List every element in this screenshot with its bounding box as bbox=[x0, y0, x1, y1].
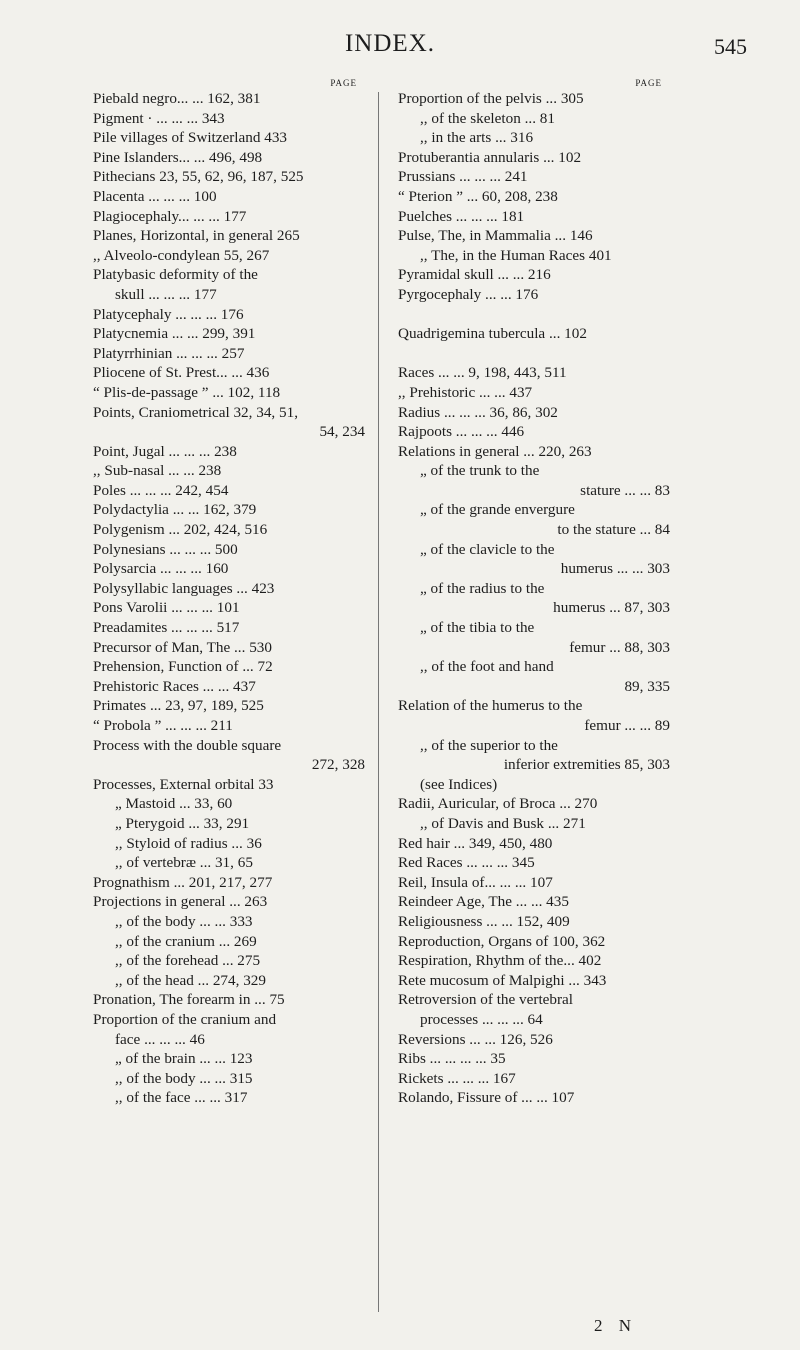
index-entry: Primates ... 23, 97, 189, 525 bbox=[93, 697, 264, 715]
index-entry: inferior extremities 85, 303 bbox=[503, 756, 670, 774]
index-entry: Religiousness ... ... 152, 409 bbox=[398, 912, 570, 930]
index-entry: ,, Styloid of radius ... 36 bbox=[115, 834, 262, 852]
index-entry: Radii, Auricular, of Broca ... 270 bbox=[398, 795, 598, 813]
index-entry: Pyramidal skull ... ... 216 bbox=[398, 266, 551, 284]
page-title: INDEX. bbox=[344, 30, 435, 57]
index-entry: ,, of the body ... ... 315 bbox=[115, 1069, 253, 1087]
index-entry: Plagiocephaly... ... ... 177 bbox=[93, 207, 247, 225]
index-entry: ,, of the superior to the bbox=[420, 736, 558, 754]
index-entry: Rete mucosum of Malpighi ... 343 bbox=[398, 971, 607, 989]
index-entry: Projections in general ... 263 bbox=[93, 893, 268, 911]
index-entry: Pile villages of Switzerland 433 bbox=[93, 129, 288, 147]
index-entry: Points, Craniometrical 32, 34, 51, bbox=[93, 403, 299, 421]
index-entry: Pliocene of St. Prest... ... 436 bbox=[93, 364, 270, 382]
index-entry: “ Pterion ” ... 60, 208, 238 bbox=[398, 187, 558, 205]
index-entry: Platycephaly ... ... ... 176 bbox=[93, 305, 244, 323]
index-entry: Platyrrhinian ... ... ... 257 bbox=[93, 344, 245, 362]
index-entry: Piebald negro... ... 162, 381 bbox=[93, 90, 261, 107]
index-entry: Processes, External orbital 33 bbox=[93, 775, 274, 793]
column-page-label: PAGE bbox=[635, 78, 662, 88]
index-entry: Prehistoric Races ... ... 437 bbox=[93, 677, 256, 695]
index-entry: Prussians ... ... ... 241 bbox=[398, 168, 528, 186]
index-entry: (see Indices) bbox=[420, 775, 498, 793]
index-entry: Retroversion of the vertebral bbox=[398, 991, 574, 1009]
index-entry: „ of the tibia to the bbox=[420, 619, 535, 637]
index-entry: „ of the clavicle to the bbox=[420, 540, 555, 558]
index-entry: humerus ... 87, 303 bbox=[553, 599, 670, 617]
index-entry: Prehension, Function of ... 72 bbox=[93, 658, 273, 676]
index-entry: Respiration, Rhythm of the... 402 bbox=[398, 952, 602, 970]
index-entry: ,, Alveolo-condylean 55, 267 bbox=[93, 246, 270, 264]
index-entry: “ Plis-de-passage ” ... 102, 118 bbox=[93, 383, 281, 401]
index-entry: Pons Varolii ... ... ... 101 bbox=[93, 599, 240, 617]
index-entry: Reindeer Age, The ... ... 435 bbox=[398, 893, 569, 911]
index-entry: „ of the trunk to the bbox=[420, 462, 540, 480]
index-entry: Platycnemia ... ... 299, 391 bbox=[93, 325, 256, 343]
index-entry: femur ... ... 89 bbox=[584, 717, 670, 734]
index-entry: Platybasic deformity of the bbox=[93, 266, 258, 284]
index-entry: Pulse, The, in Mammalia ... 146 bbox=[398, 227, 593, 245]
index-entry: Process with the double square bbox=[93, 736, 282, 754]
index-entry: Placenta ... ... ... 100 bbox=[93, 187, 217, 205]
column-page-label: PAGE bbox=[330, 78, 357, 88]
index-entry: Polynesians ... ... ... 500 bbox=[93, 540, 238, 558]
index-entry: 89, 335 bbox=[624, 677, 670, 695]
index-entry: Puelches ... ... ... 181 bbox=[398, 207, 525, 225]
column-divider bbox=[378, 92, 379, 1312]
index-entry: Reversions ... ... 126, 526 bbox=[398, 1030, 553, 1048]
index-column-right bbox=[398, 78, 670, 1108]
index-entry: Pithecians 23, 55, 62, 96, 187, 525 bbox=[93, 168, 304, 186]
index-entry: ,, of the foot and hand bbox=[420, 658, 554, 676]
signature-mark: 2 N bbox=[594, 1316, 638, 1335]
index-entry: Precursor of Man, The ... 530 bbox=[93, 638, 272, 656]
index-entry: Red hair ... 349, 450, 480 bbox=[398, 834, 553, 852]
index-entry: ,, of the forehead ... 275 bbox=[115, 952, 261, 970]
index-entry: Proportion of the pelvis ... 305 bbox=[398, 90, 584, 107]
index-entry: Polysarcia ... ... ... 160 bbox=[93, 560, 229, 578]
index-entry: ,, of the head ... 274, 329 bbox=[115, 971, 266, 989]
index-entry: Point, Jugal ... ... ... 238 bbox=[93, 442, 237, 460]
index-entry: Rolando, Fissure of ... ... 107 bbox=[398, 1089, 575, 1107]
index-entry-list bbox=[398, 89, 670, 1108]
page-number: 545 bbox=[714, 34, 747, 59]
index-entry: Reil, Insula of... ... ... 107 bbox=[398, 873, 553, 891]
index-entry: Rickets ... ... ... 167 bbox=[398, 1069, 516, 1087]
index-entry: Pyrgocephaly ... ... 176 bbox=[398, 285, 539, 303]
index-entry: humerus ... ... 303 bbox=[560, 560, 670, 578]
index-entry: Reproduction, Organs of 100, 362 bbox=[398, 932, 606, 950]
index-entry: ,, The, in the Human Races 401 bbox=[420, 246, 612, 264]
index-entry: Rajpoots ... ... ... 446 bbox=[398, 423, 525, 441]
index-entry: ,, of the face ... ... 317 bbox=[115, 1089, 248, 1107]
index-entry: Races ... ... 9, 198, 443, 511 bbox=[398, 364, 567, 382]
index-entry: Relation of the humerus to the bbox=[398, 697, 583, 715]
index-entry: ,, in the arts ... 316 bbox=[420, 129, 534, 147]
index-entry: Poles ... ... ... 242, 454 bbox=[93, 481, 229, 499]
index-entry: „ Pterygoid ... 33, 291 bbox=[115, 814, 250, 832]
index-entry: to the stature ... 84 bbox=[557, 521, 670, 539]
index-entry: Quadrigemina tubercula ... 102 bbox=[398, 325, 587, 343]
index-entry: processes ... ... ... 64 bbox=[420, 1010, 543, 1028]
index-entry: Ribs ... ... ... ... 35 bbox=[398, 1050, 506, 1068]
index-entry: Pigment · ... ... ... 343 bbox=[93, 109, 225, 127]
index-entry: “ Probola ” ... ... ... 211 bbox=[93, 717, 233, 734]
index-entry: stature ... ... 83 bbox=[580, 481, 670, 499]
index-entry: Proportion of the cranium and bbox=[93, 1010, 277, 1028]
index-entry: ,, Prehistoric ... ... 437 bbox=[398, 383, 533, 401]
index-entry: Pronation, The forearm in ... 75 bbox=[93, 991, 285, 1009]
index-entry: „ Mastoid ... 33, 60 bbox=[115, 795, 233, 813]
index-entry: Radius ... ... ... 36, 86, 302 bbox=[398, 403, 558, 421]
page-header bbox=[0, 30, 800, 70]
index-entry: Planes, Horizontal, in general 265 bbox=[93, 227, 300, 245]
index-entry: Polydactylia ... ... 162, 379 bbox=[93, 501, 257, 519]
index-entry: „ of the brain ... ... 123 bbox=[115, 1050, 253, 1068]
index-entry: 272, 328 bbox=[311, 756, 365, 774]
index-entry: ,, Sub-nasal ... ... 238 bbox=[93, 462, 222, 480]
index-entry: ,, of the cranium ... 269 bbox=[115, 932, 257, 950]
index-entry: Polygenism ... 202, 424, 516 bbox=[93, 521, 268, 539]
index-entry: Prognathism ... 201, 217, 277 bbox=[93, 873, 273, 891]
index-entry: face ... ... ... 46 bbox=[115, 1030, 205, 1048]
index-entry: „ of the radius to the bbox=[420, 579, 545, 597]
index-entry: 54, 234 bbox=[319, 423, 365, 441]
index-entry: Preadamites ... ... ... 517 bbox=[93, 619, 240, 637]
index-entry: Relations in general ... 220, 263 bbox=[398, 442, 592, 460]
index-entry: ,, of Davis and Busk ... 271 bbox=[420, 814, 586, 832]
index-entry: Polysyllabic languages ... 423 bbox=[93, 579, 275, 597]
index-column-left bbox=[93, 78, 365, 1108]
index-entry: Red Races ... ... ... 345 bbox=[398, 854, 535, 872]
index-entry: ,, of the skeleton ... 81 bbox=[420, 109, 555, 127]
index-entry: „ of the grande envergure bbox=[420, 501, 575, 519]
index-entry: ,, of the body ... ... 333 bbox=[115, 912, 253, 930]
index-entry: ,, of vertebræ ... 31, 65 bbox=[115, 854, 253, 872]
index-entry: Protuberantia annularis ... 102 bbox=[398, 148, 582, 166]
section-gap bbox=[398, 344, 670, 364]
index-entry: skull ... ... ... 177 bbox=[115, 285, 217, 303]
section-gap bbox=[398, 305, 670, 325]
index-entry-list bbox=[93, 89, 365, 1108]
index-entry: Pine Islanders... ... 496, 498 bbox=[93, 148, 263, 166]
index-entry: femur ... 88, 303 bbox=[569, 638, 670, 656]
